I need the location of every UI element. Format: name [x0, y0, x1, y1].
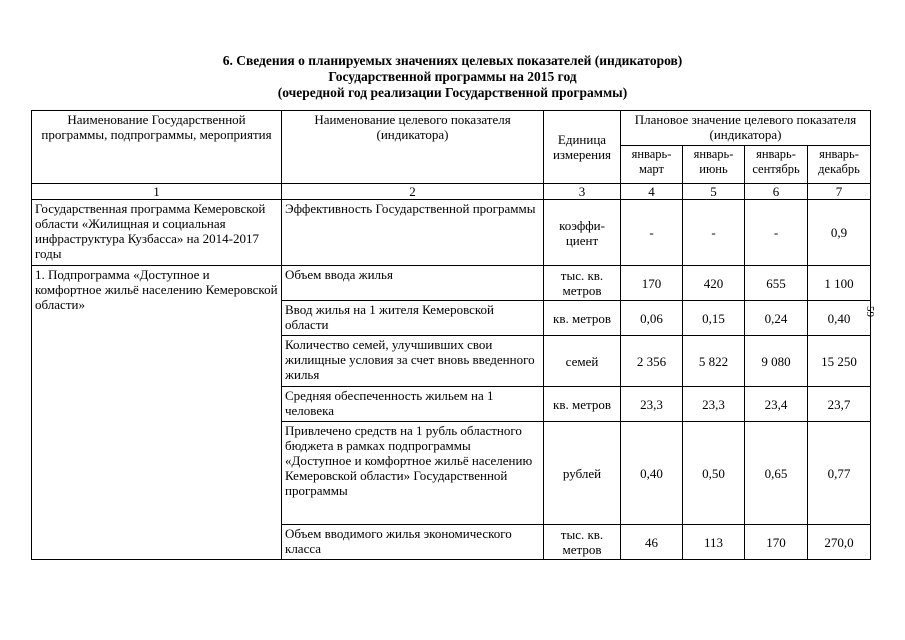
- value-cell: 170: [745, 525, 808, 560]
- indicator-name: Эффективность Государственной программы: [282, 200, 544, 266]
- header-program: Наименование Государственной программы, подпрограммы, мероприятия: [32, 111, 282, 184]
- page-number: 59: [864, 306, 876, 317]
- title-line: Государственной программы на 2015 год: [328, 69, 577, 84]
- unit: тыс. кв. метров: [544, 525, 621, 560]
- value-cell: 170: [621, 266, 683, 301]
- value-cell: 23,7: [808, 387, 871, 422]
- value-cell: 2 356: [621, 336, 683, 387]
- header-indicator: Наименование целевого показателя (индикатора): [282, 111, 544, 184]
- unit: рублей: [544, 422, 621, 525]
- document-title: [0, 53, 905, 101]
- column-number: 5: [683, 184, 745, 200]
- value-cell: 15 250: [808, 336, 871, 387]
- table-row: [32, 266, 871, 301]
- title-line: 6. Сведения о планируемых значениях целевых показателей (индикаторов): [222, 53, 683, 68]
- value-cell: 23,3: [683, 387, 745, 422]
- column-number: 4: [621, 184, 683, 200]
- value-cell: 0,40: [808, 301, 871, 336]
- header-period: январь-июнь: [683, 146, 745, 184]
- column-number: 7: [808, 184, 871, 200]
- subprogram-name: 1. Подпрограмма «Доступное и комфортное жильё населению Кемеровской области»: [32, 266, 282, 560]
- value-cell: 23,3: [621, 387, 683, 422]
- unit: кв. метров: [544, 387, 621, 422]
- header-unit: Единица измерения: [544, 111, 621, 184]
- header-planned-value: Плановое значение целевого показателя (индикатора): [621, 111, 871, 146]
- table-row: [32, 200, 871, 266]
- column-number: 3: [544, 184, 621, 200]
- column-number: 6: [745, 184, 808, 200]
- header-period: январь-декабрь: [808, 146, 871, 184]
- value-cell: 655: [745, 266, 808, 301]
- title-line: (очередной год реализации Государственной программы): [277, 85, 628, 100]
- indicators-table: [31, 110, 871, 560]
- value-cell: 0,77: [808, 422, 871, 525]
- value-cell: 270,0: [808, 525, 871, 560]
- value-cell: -: [621, 200, 683, 266]
- unit: семей: [544, 336, 621, 387]
- indicator-name: Привлечено средств на 1 рубль областного бюджета в рамках подпрограммы «Доступное и комфортное жильё населению Кемеровской области» Государственной программы: [282, 422, 544, 525]
- value-cell: 0,9: [808, 200, 871, 266]
- value-cell: 5 822: [683, 336, 745, 387]
- value-cell: 0,15: [683, 301, 745, 336]
- value-cell: 0,65: [745, 422, 808, 525]
- value-cell: 1 100: [808, 266, 871, 301]
- column-number: 2: [282, 184, 544, 200]
- value-cell: 420: [683, 266, 745, 301]
- value-cell: 23,4: [745, 387, 808, 422]
- indicator-name: Количество семей, улучшивших свои жилищные условия за счет вновь введенного жилья: [282, 336, 544, 387]
- header-period: январь-март: [621, 146, 683, 184]
- value-cell: 0,06: [621, 301, 683, 336]
- value-cell: 0,50: [683, 422, 745, 525]
- value-cell: 0,24: [745, 301, 808, 336]
- unit: тыс. кв. метров: [544, 266, 621, 301]
- indicator-name: Объем ввода жилья: [282, 266, 544, 301]
- unit: кв. метров: [544, 301, 621, 336]
- value-cell: -: [683, 200, 745, 266]
- indicator-name: Средняя обеспеченность жильем на 1 человека: [282, 387, 544, 422]
- value-cell: 0,40: [621, 422, 683, 525]
- value-cell: 113: [683, 525, 745, 560]
- value-cell: -: [745, 200, 808, 266]
- unit: коэффи-циент: [544, 200, 621, 266]
- value-cell: 46: [621, 525, 683, 560]
- indicator-name: Объем вводимого жилья экономического класса: [282, 525, 544, 560]
- header-period: январь-сентябрь: [745, 146, 808, 184]
- program-name: Государственная программа Кемеровской области «Жилищная и социальная инфраструктура Кузбасса» на 2014-2017 годы: [32, 200, 282, 266]
- value-cell: 9 080: [745, 336, 808, 387]
- column-number: 1: [32, 184, 282, 200]
- indicator-name: Ввод жилья на 1 жителя Кемеровской области: [282, 301, 544, 336]
